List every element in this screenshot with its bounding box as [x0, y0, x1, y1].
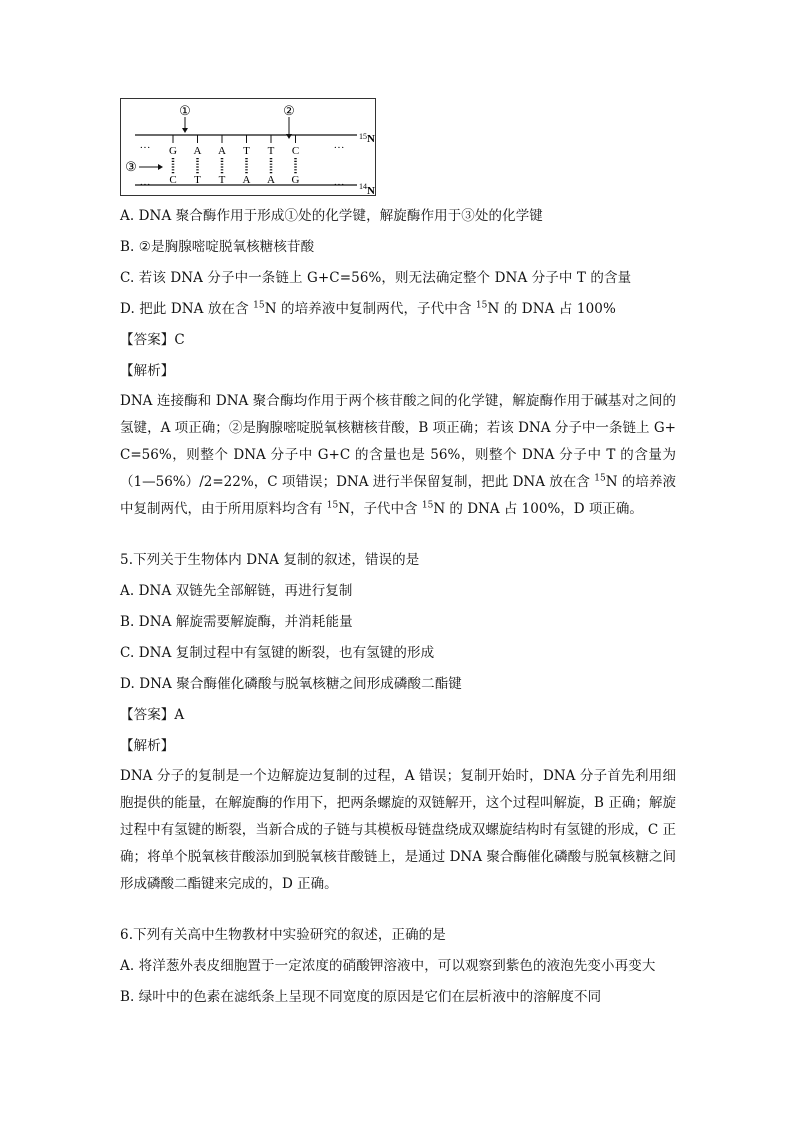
- q5-stem: 5.下列关于生物体内 DNA 复制的叙述，错误的是: [120, 552, 420, 568]
- ellipsis-bottom-left: ···: [139, 179, 151, 191]
- q4-option-b: B. ②是胸腺嘧啶脱氧核糖核苷酸: [120, 239, 315, 255]
- marker-3-arrowhead: [158, 164, 163, 170]
- top-base: A: [193, 145, 202, 157]
- top-base: T: [243, 145, 250, 157]
- marker-1-arrowhead: [182, 128, 188, 133]
- q4-analysis-text: N 的 DNA 占 100%，D 项正确。: [433, 501, 643, 517]
- ellipsis-top-right: ···: [333, 142, 345, 154]
- base-pairs: [169, 135, 300, 186]
- top-strand-label: N: [367, 133, 375, 145]
- bottom-base: T: [218, 174, 226, 186]
- q5-option-a: A. DNA 双链先全部解链，再进行复制: [120, 583, 353, 599]
- q4-option-c: C. 若该 DNA 分子中一条链上 G+C=56%，则无法确定整个 DNA 分子中 T 的含量: [120, 270, 632, 286]
- marker-1: ①: [179, 103, 191, 118]
- q5-analysis-heading: 【解析】: [120, 738, 175, 754]
- ellipsis-bottom-right: ···: [333, 179, 345, 191]
- q4-option-a: A. DNA 聚合酶作用于形成①处的化学键，解旋酶作用于③处的化学键: [120, 208, 543, 224]
- q4-option-d-text: N 的 DNA 占 100%: [487, 301, 616, 317]
- q5-option-b: B. DNA 解旋需要解旋酶，并消耗能量: [120, 614, 353, 630]
- q4-answer: 【答案】C: [120, 332, 185, 348]
- bottom-base: T: [194, 174, 201, 186]
- q4-option-d-text: D. 把此 DNA 放在含: [120, 301, 254, 317]
- q5-answer: 【答案】A: [120, 707, 185, 723]
- superscript: 15: [326, 500, 339, 511]
- q4-option-d-text: N 的培养液中复制两代，子代中含: [264, 301, 476, 317]
- ellipsis-top-left: ···: [139, 142, 151, 154]
- dna-diagram-svg: [121, 99, 377, 197]
- bottom-base: C: [169, 174, 177, 186]
- superscript: 15: [421, 500, 434, 511]
- superscript: 15: [475, 300, 488, 311]
- q4-analysis: [120, 388, 676, 523]
- superscript: 15: [253, 300, 265, 311]
- q5-option-c: C. DNA 复制过程中有氢键的断裂，也有氢键的形成: [120, 645, 435, 661]
- q4-analysis-text: N 的培养液中复制两代，由于所用原料均含有: [120, 474, 676, 517]
- bottom-strand-label-sup: 14: [359, 182, 367, 191]
- q4-analysis-text: DNA 连接酶和 DNA 聚合酶均作用于两个核苷酸之间的化学键，解旋酶作用于碱基对之间的氢键，A 项正确；②是胸腺嘧啶脱氧核糖核苷酸，B 项正确；若该 DNA 分子中一条链上 G+C=56%，则整个 DNA 分子中 G+C 的含量也是 56%，则整个 DNA 分子中 T 的含量为（1—56%）/2=22%，C 项错误；DNA 进行半保留复制，把此 DNA 放在含: [120, 393, 676, 490]
- bottom-base: A: [242, 174, 251, 186]
- dna-diagram: [120, 98, 376, 196]
- q5-option-d: D. DNA 聚合酶催化磷酸与脱氧核糖之间形成磷酸二酯键: [120, 676, 462, 692]
- bottom-base: A: [267, 174, 275, 186]
- marker-2-arrowhead: [286, 134, 292, 139]
- marker-3: ③: [125, 159, 137, 174]
- q4-analysis-heading: 【解析】: [120, 363, 175, 379]
- q4-analysis-text: N，子代中含: [338, 501, 422, 517]
- bottom-base: G: [291, 174, 300, 186]
- marker-2: ②: [283, 103, 295, 118]
- top-base: C: [291, 145, 300, 157]
- q6-option-b: B. 绿叶中的色素在滤纸条上呈现不同宽度的原因是它们在层析液中的溶解度不同: [120, 989, 602, 1005]
- top-base: A: [218, 145, 226, 157]
- top-strand-label-sup: 15: [359, 132, 367, 141]
- q4-option-d: [120, 299, 616, 319]
- top-base: G: [169, 145, 177, 157]
- q5-analysis: DNA 分子的复制是一个边解旋边复制的过程，A 错误；复制开始时，DNA 分子首先利用细胞提供的能量，在解旋酶的作用下，把两条螺旋的双链解开，这个过程叫解旋，B 正确；解旋过程中有氢键的断裂，当新合成的子链与其模板母链盘绕成双螺旋结构时有氢键的形成，C 正确；将单个脱氧核苷酸添加到脱氧核苷酸链上，是通过 DNA 聚合酶催化磷酸与脱氧核糖之间形成磷酸二酯键来完成的，D 正确。: [120, 768, 676, 892]
- superscript: 15: [594, 473, 606, 484]
- q6-option-a: A. 将洋葱外表皮细胞置于一定浓度的硝酸钾溶液中，可以观察到紫色的液泡先变小再变大: [120, 958, 656, 974]
- q6-stem: 6.下列有关高中生物教材中实验研究的叙述，正确的是: [120, 927, 446, 943]
- top-base: T: [267, 145, 275, 157]
- bottom-strand-label: N: [367, 185, 375, 197]
